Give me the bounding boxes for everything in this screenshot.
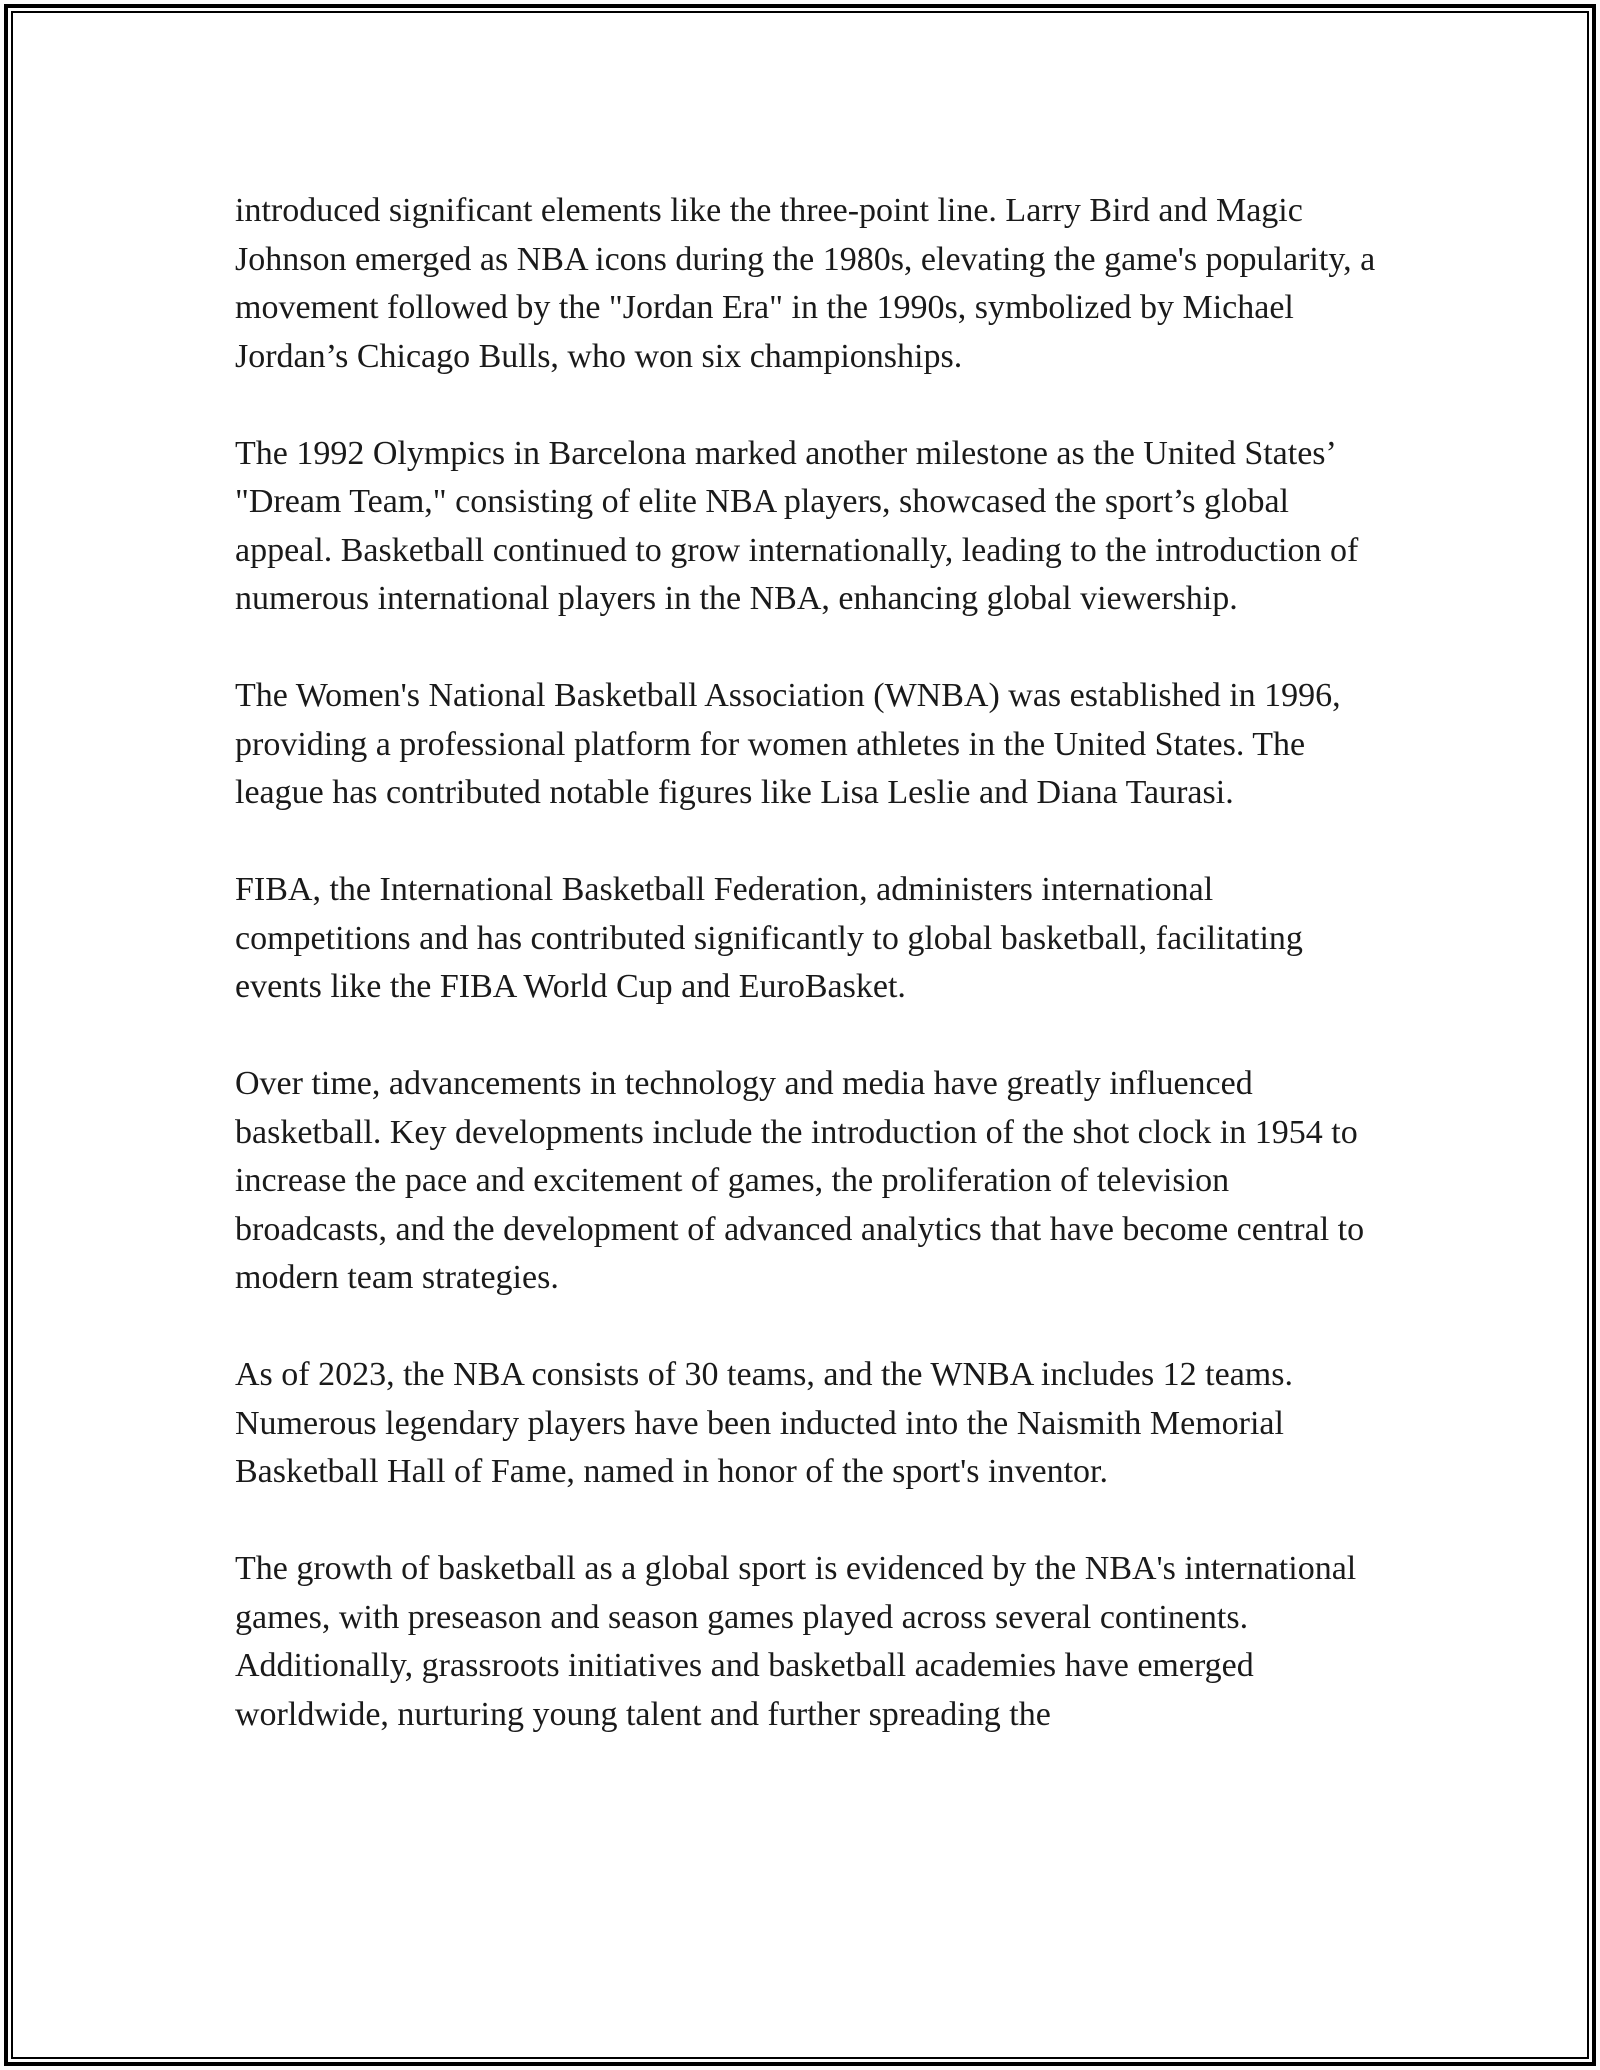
paragraph-2: The 1992 Olympics in Barcelona marked another milestone as the United States’ "Dream Team," consisting of elite NBA players, showcased the sport’s global appeal. Basketball continued to grow internationally, leading to the introduction of numerous international players in the NBA, enhancing global viewership.: [235, 434, 1359, 617]
paragraph-3: The Women's National Basketball Association (WNBA) was established in 1996, providing a professional platform for women athletes in the United States. The league has contributed notable figures like Lisa Leslie and Diana Taurasi.: [235, 677, 1341, 811]
paragraph-5: Over time, advancements in technology and media have greatly influenced basketball. Key developments include the introduction of the shot clock in 1954 to increase the pace and excitement of games, the proliferation of television broadcasts, and the development of advanced analytics that have become central to modern team strategies.: [235, 1065, 1365, 1296]
paragraph-6: As of 2023, the NBA consists of 30 teams, and the WNBA includes 12 teams. Numerous legendary players have been inducted into the Naismith Memorial Basketball Hall of Fame, named in honor of the sport's inventor.: [235, 1356, 1293, 1490]
paragraph-7: The growth of basketball as a global sport is evidenced by the NBA's international games, with preseason and season games played across several continents. Additionally, grassroots initiatives and basketball academies have emerged worldwide, nurturing young talent and further spreading the: [235, 1550, 1357, 1733]
paragraph-1: introduced significant elements like the three-point line. Larry Bird and Magic Johnson emerged as NBA icons during the 1980s, elevating the game's popularity, a movement followed by the "Jordan Era" in the 1990s, symbolized by Michael Jordan’s Chicago Bulls, who won six championships.: [235, 192, 1376, 375]
paragraph-4: FIBA, the International Basketball Federation, administers international competitions and has contributed significantly to global basketball, facilitating events like the FIBA World Cup and EuroBasket.: [235, 871, 1303, 1005]
document-body: [235, 187, 1385, 1739]
